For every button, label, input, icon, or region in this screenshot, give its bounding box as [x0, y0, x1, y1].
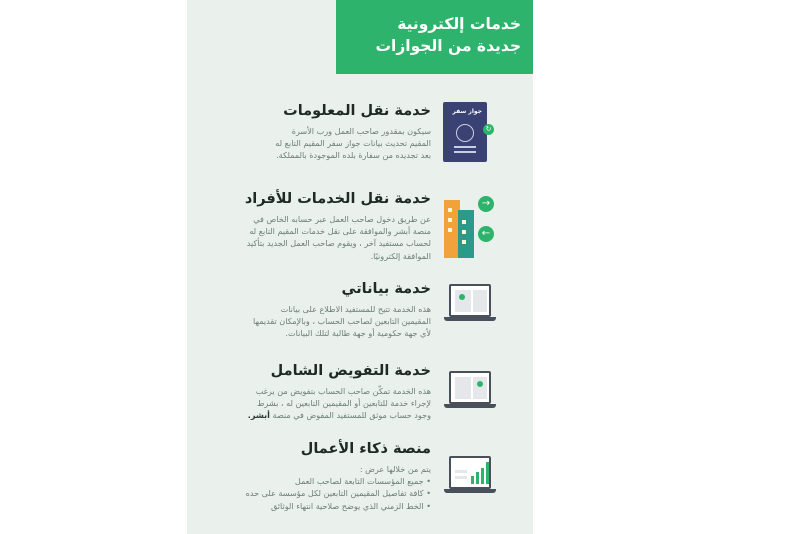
building-transfer-icon	[440, 194, 500, 260]
section-body: هذه الخدمة تمكّن صاحب الحساب بتفويض من يرغب لإجراء خدمة للتابعين أو المقيمين التابعين له ، بشرط وجود حساب موثق للمستفيد المفوض في منصة أبشر.	[247, 386, 431, 421]
absher-highlight: أبشر.	[247, 410, 270, 421]
section-body: سيكون بمقدور صاحب العمل ورب الأسرة المقيم تحديث بيانات جواز سفر المقيم التابع له بعد تجديده من سفارة بلده الموجودة بالمملكة.	[275, 126, 431, 161]
section-services-transfer	[225, 189, 431, 262]
header-banner	[336, 0, 533, 74]
header-line-2: جديدة من الجوازات	[375, 37, 521, 55]
laptop-delegation-icon	[444, 371, 496, 411]
list-item: • كافة تفاصيل المقيمين التابعين لكل مؤسسة على حده	[245, 488, 431, 499]
refresh-icon: ↻	[483, 124, 494, 135]
arrow-left-icon: ←	[478, 226, 494, 242]
section-body: هذه الخدمة تتيح للمستفيد الاطلاع على بيانات المقيمين التابعين لصاحب الحساب ، وبالإمكان تقديمها لأي جهة حكومية أو جهة طالبة لتلك البيانات.	[253, 304, 431, 339]
section-title: منصة ذكاء الأعمال	[300, 441, 431, 457]
section-title: خدمة التفويض الشامل	[270, 363, 431, 379]
section-title: خدمة نقل الخدمات للأفراد	[244, 191, 431, 207]
section-comprehensive-delegation	[225, 361, 431, 422]
section-body: يتم من خلالها عرض : • جميع المؤسسات التابعة لصاحب العمل • كافة تفاصيل المقيمين التابعين لكل مؤسسة على حده • الخط الزمني الذي يوضح صلاحية انتهاء الوثائق	[225, 463, 431, 512]
laptop-chart-icon	[444, 456, 496, 496]
arrow-right-icon: →	[478, 196, 494, 212]
section-information-transfer	[225, 101, 431, 162]
section-my-data	[225, 279, 431, 340]
infographic-card	[187, 0, 533, 534]
section-title: خدمة نقل المعلومات	[283, 103, 431, 119]
section-business-intelligence	[225, 439, 431, 512]
list-item: • جميع المؤسسات التابعة لصاحب العمل	[294, 476, 431, 487]
section-body: عن طريق دخول صاحب العمل عبر حسابه الخاص في منصة أبشر والموافقة على نقل خدمات المقيم التابع له لحساب مستفيد آخر ، ويقوم صاحب العمل الجديد بتأكيد الموافقة إلكترونيًا.	[246, 214, 431, 261]
passport-icon: جواز سفر ↻	[443, 102, 487, 162]
list-item: • الخط الزمني الذي يوضح صلاحية انتهاء الوثائق	[271, 500, 431, 511]
laptop-data-icon	[444, 284, 496, 324]
header-line-1: خدمات إلكترونية	[397, 15, 521, 33]
section-title: خدمة بياناتي	[341, 281, 431, 297]
